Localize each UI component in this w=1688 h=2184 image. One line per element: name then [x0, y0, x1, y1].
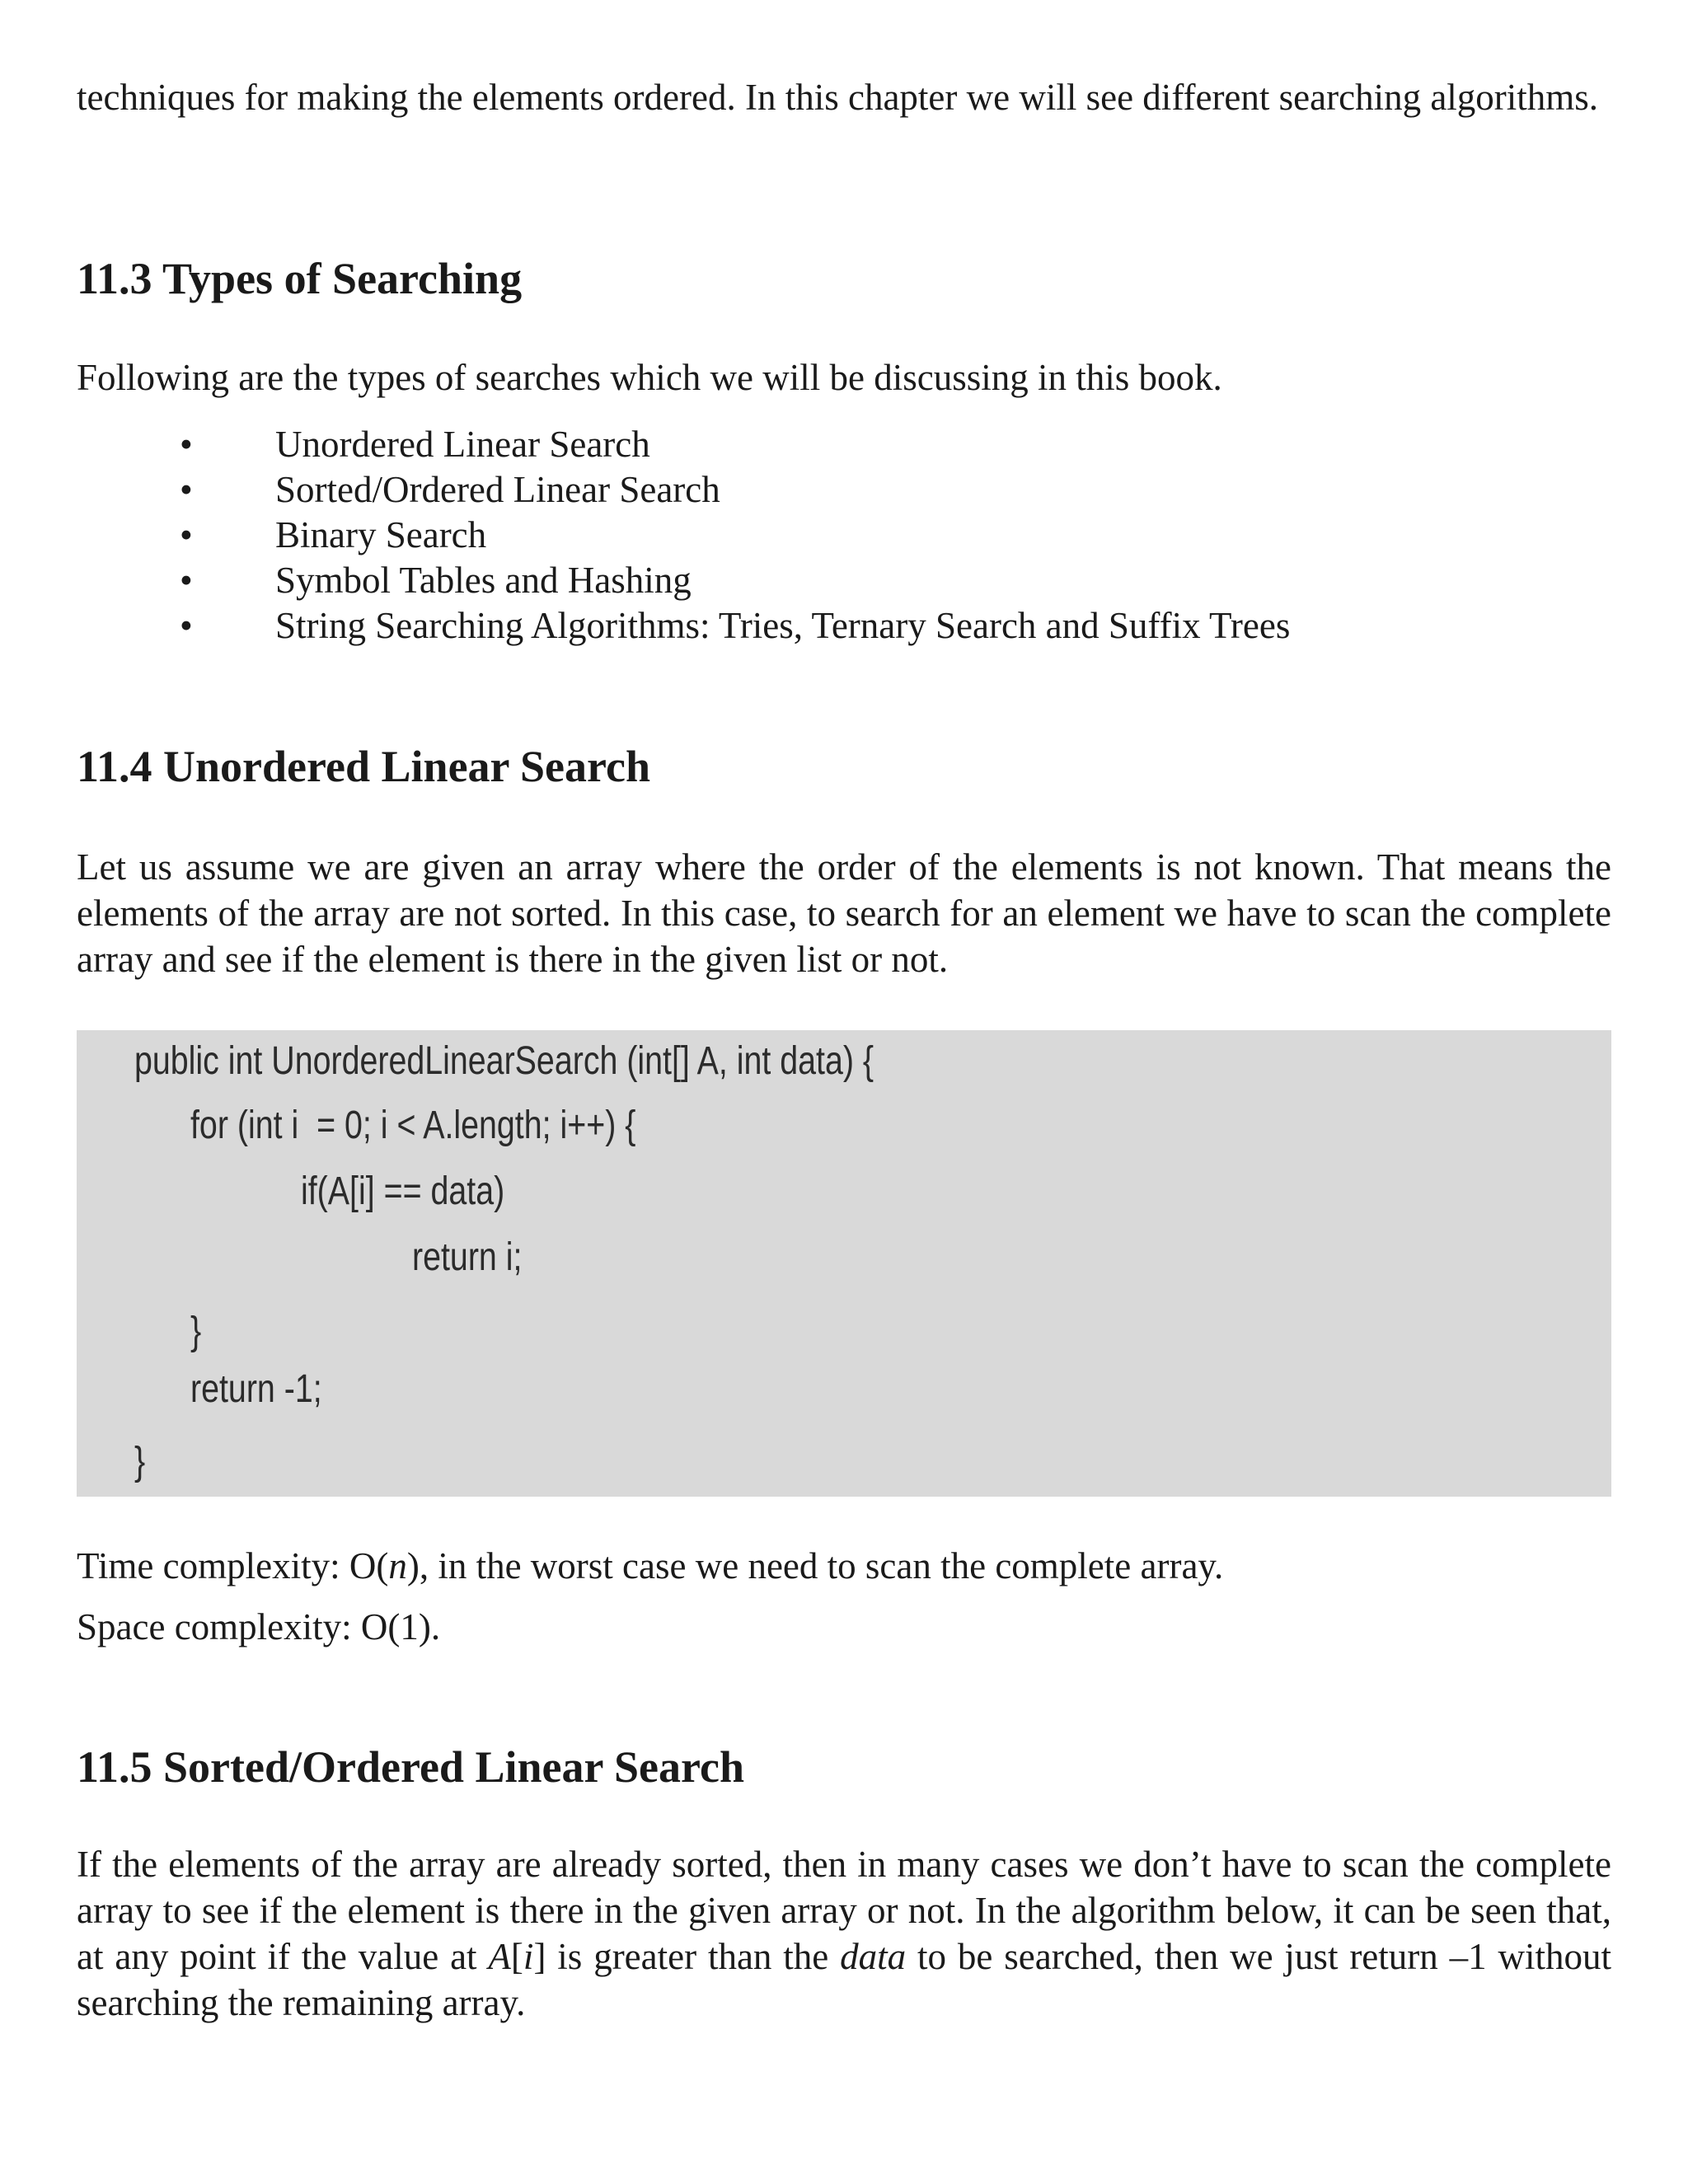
space-complexity: Space complexity: O(1). — [77, 1606, 441, 1647]
code-line: return -1; — [190, 1367, 322, 1411]
code-line: } — [134, 1440, 146, 1483]
list-item — [77, 467, 1611, 513]
list-item-text: Sorted/Ordered Linear Search — [275, 469, 720, 510]
bullet-icon: • — [180, 469, 193, 510]
paragraph-text: [ — [510, 1936, 523, 1977]
list-item — [77, 513, 1611, 558]
heading-11-5: 11.5 Sorted/Ordered Linear Search — [77, 1742, 744, 1792]
bullet-icon: • — [180, 560, 193, 601]
paragraph-text: If the elements of the array are already sorted, then in many cases we don’t have to scan the complete array to see if the element is there in the given array or not. In the algorithm below, it can be seen that, at any point if the value at — [77, 1844, 1611, 1977]
paragraph-text: ] — [533, 1936, 546, 1977]
time-variable: n — [388, 1545, 407, 1586]
list-item-text: Symbol Tables and Hashing — [275, 560, 692, 601]
intro-paragraph: techniques for making the elements ordered. In this chapter we will see different searching algorithms. — [77, 77, 1599, 118]
heading-11-3: 11.3 Types of Searching — [77, 254, 523, 303]
code-line: return i; — [412, 1235, 523, 1279]
code-line: } — [190, 1310, 202, 1353]
bullet-icon: • — [180, 605, 193, 646]
code-line: if(A[i] == data) — [301, 1169, 505, 1213]
bullet-icon: • — [180, 424, 193, 465]
list-item — [77, 558, 1611, 603]
paragraph-text: to be searched, then we just return –1 without searching the remaining array. — [77, 1936, 1612, 2023]
data-var: data — [840, 1936, 907, 1977]
list-item-text: Unordered Linear Search — [275, 424, 650, 465]
search-types-list — [77, 422, 1611, 649]
code-block — [77, 1030, 1611, 1497]
time-suffix: ), in the worst case we need to scan the complete array. — [406, 1545, 1224, 1586]
index-var: i — [523, 1936, 534, 1977]
time-prefix: Time complexity: O( — [77, 1545, 389, 1586]
list-item — [77, 422, 1611, 467]
heading-11-4: 11.4 Unordered Linear Search — [77, 742, 651, 791]
sorted-search-paragraph — [77, 1841, 1611, 2026]
array-var: A — [488, 1936, 511, 1977]
list-item-text: String Searching Algorithms: Tries, Ternary Search and Suffix Trees — [275, 605, 1291, 646]
time-complexity — [77, 1543, 1611, 1589]
unordered-search-paragraph: Let us assume we are given an array where the order of the elements is not known. That means the elements of the array are not sorted. In this case, to search for an element we have to scan the complete array and see if the element is there in the given list or not. — [77, 846, 1611, 980]
types-lead-paragraph: Following are the types of searches which we will be discussing in this book. — [77, 357, 1222, 398]
list-item — [77, 603, 1611, 649]
code-line: for (int i = 0; i < A.length; i++) { — [190, 1104, 636, 1147]
paragraph-text: is greater than the — [546, 1936, 841, 1977]
code-line: public int UnorderedLinearSearch (int[] A, int data) { — [134, 1039, 874, 1083]
bullet-icon: • — [180, 514, 193, 555]
list-item-text: Binary Search — [275, 514, 487, 555]
